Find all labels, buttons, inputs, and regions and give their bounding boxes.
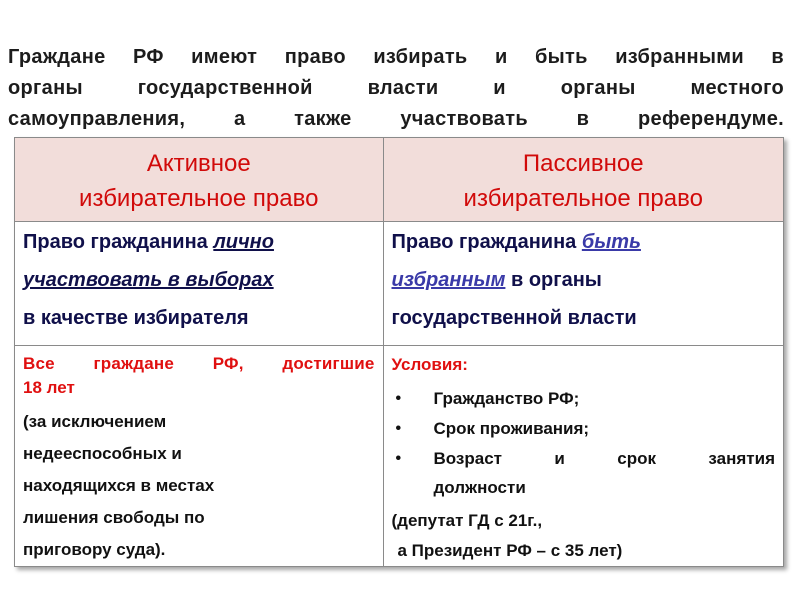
passive-right-header: Пассивное избирательное право xyxy=(383,138,784,222)
conditions-row xyxy=(15,346,784,567)
list-item: • Гражданство РФ; xyxy=(392,384,776,414)
electoral-rights-table xyxy=(14,137,784,567)
emphasis-text: быть xyxy=(581,231,641,253)
active-right-header: Активное избирательное право xyxy=(15,138,384,222)
bullet-icon: • xyxy=(395,450,402,467)
bullet-icon: • xyxy=(395,420,402,437)
intro-paragraph xyxy=(8,42,784,135)
emphasis-text: избранным xyxy=(391,269,506,291)
passive-right-definition: Право гражданина быть избранным в органы государственной власти xyxy=(383,222,784,346)
conditions-title: Условия: xyxy=(391,355,468,374)
emphasis-text: участвовать в выборах xyxy=(23,269,274,291)
intro-line: Граждане РФ имеют право избирать и быть избранными в xyxy=(8,46,784,68)
intro-line: органы государственной власти и органы местного xyxy=(8,77,784,99)
active-right-definition: Право гражданина лично участвовать в выборах в качестве избирателя xyxy=(15,222,384,346)
intro-line: самоуправления, а также участвовать в референдуме. xyxy=(8,108,784,130)
list-item: • Срок проживания; xyxy=(392,414,776,444)
emphasis-text: лично xyxy=(213,231,274,253)
definition-row xyxy=(15,222,784,346)
active-right-conditions: Все граждане РФ, достигшие 18 лет (за исключением недееспособных и находящихся в местах лишения свободы по приговору суда). xyxy=(15,346,384,567)
age-note: а Президент РФ – с 35 лет) xyxy=(397,541,623,560)
list-item: • Возраст и срок занятия xyxy=(392,444,776,474)
header-row xyxy=(15,138,784,222)
bullet-icon: • xyxy=(395,390,402,407)
conditions-list xyxy=(392,384,776,474)
age-note: (депутат ГД с 21г., xyxy=(391,511,543,530)
passive-right-conditions: Условия: • Гражданство РФ; • Срок проживания; • Возраст и срок занятия должности (депутат ГД с 21г., а Президент РФ – с 35 лет) xyxy=(383,346,784,567)
